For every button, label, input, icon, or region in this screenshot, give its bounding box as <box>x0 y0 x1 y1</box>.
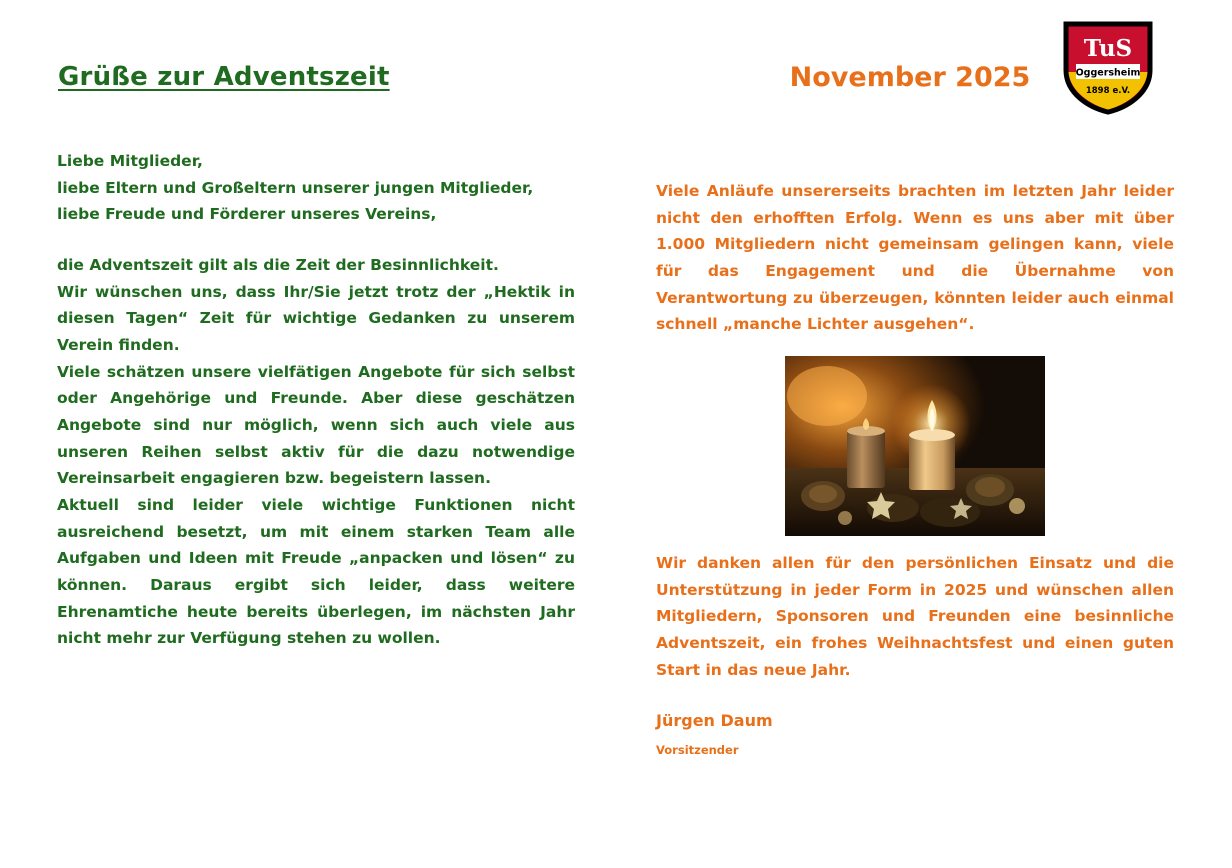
spacer <box>57 228 575 252</box>
left-text-column <box>57 148 575 652</box>
svg-text:Oggersheim: Oggersheim <box>1075 67 1141 79</box>
spacer <box>656 683 1174 707</box>
left-paragraph-3: Viele schätzen unsere vielfätigen Angebote für sich selbst oder Angehörige und Freunde. Aber diese geschätzen Angebote sind nur möglich, wenn sich auch viele aus unseren Reihen selbst aktiv für die dazu notwendige Vereinsarbeit engagieren bzw. begeistern lassen. <box>57 362 575 488</box>
document-header <box>0 0 1232 130</box>
page-title: Grüße zur Adventszeit <box>58 62 390 92</box>
right-text-column <box>656 178 1174 761</box>
club-logo <box>1062 20 1154 116</box>
left-paragraph-4: Aktuell sind leider viele wichtige Funktionen nicht ausreichend besetzt, um mit einem starken Team alle Aufgaben und Ideen mit Freude „anpacken und lösen“ zu können. Daraus ergibt sich leider, dass weitere Ehrenamtiche heute bereits überlegen, im nächsten Jahr nicht mehr zur Verfügung stehen zu wollen. <box>57 495 575 648</box>
left-paragraph-2: Wir wünschen uns, dass Ihr/Sie jetzt trotz der „Hektik in diesen Tagen“ Zeit für wichtige Gedanken zu unserem Verein finden. <box>57 282 575 354</box>
signature-role: Vorsitzender <box>656 742 739 757</box>
spacer <box>656 536 1174 550</box>
advent-candles-photo <box>785 356 1045 536</box>
right-paragraph-2: Wir danken allen für den persönlichen Einsatz und die Unterstützung in jeder Form in 2025 und wünschen allen Mitgliedern, Sponsoren und Freunden eine besinnliche Adventszeit, ein frohes Weihnachtsfest und einen guten Start in das neue Jahr. <box>656 553 1174 679</box>
salutation-line-3: liebe Freude und Förderer unseres Vereins, <box>57 205 437 224</box>
issue-date: November 2025 <box>789 62 1031 93</box>
right-paragraph-1: Viele Anläufe unsererseits brachten im letzten Jahr leider nicht den erhofften Erfolg. Wenn es uns aber mit über 1.000 Mitgliedern nicht gemeinsam gelingen kann, viele für das Engagement und die Übernahme von Verantwortung zu überzeugen, könnten leider auch einmal schnell „manche Lichter ausgehen“. <box>656 182 1174 334</box>
left-paragraph-1: die Adventszeit gilt als die Zeit der Besinnlichkeit. <box>57 255 499 274</box>
salutation-line-2: liebe Eltern und Großeltern unserer jungen Mitglieder, <box>57 178 534 197</box>
signature-name: Jürgen Daum <box>656 711 773 731</box>
salutation-line-1: Liebe Mitglieder, <box>57 152 203 170</box>
svg-text:1898 e.V.: 1898 e.V. <box>1085 86 1131 96</box>
svg-text:TuS: TuS <box>1083 35 1133 62</box>
